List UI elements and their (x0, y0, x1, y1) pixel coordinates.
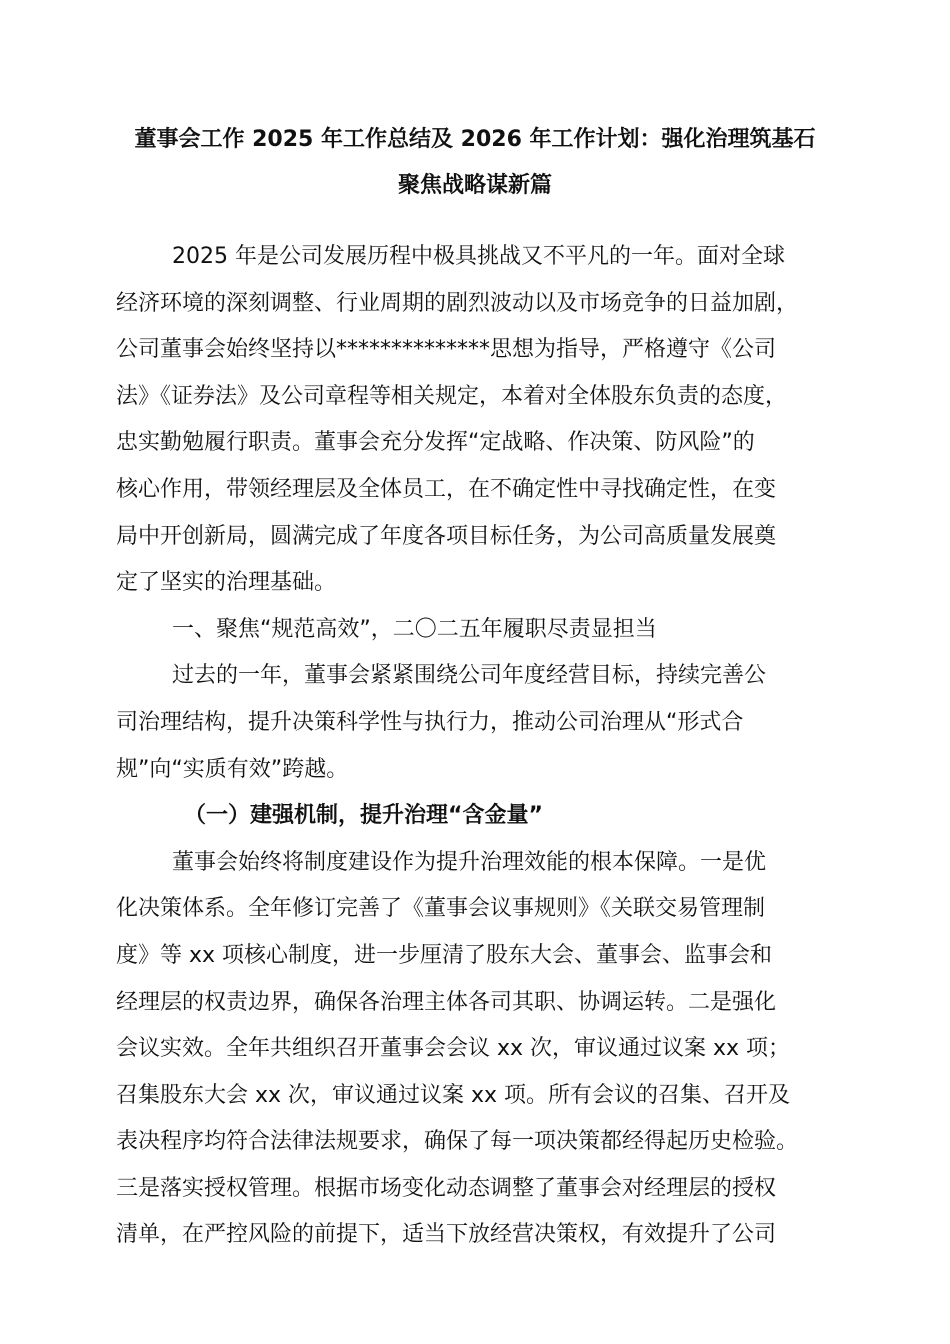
document-body (116, 234, 840, 1259)
section-heading-text: 一、聚焦“规范高效”，二〇二五年履职尽责显担当 (172, 616, 657, 642)
text-line: 司治理结构，提升决策科学性与执行力，推动公司治理从“形式合 (116, 709, 744, 735)
text-line: 会议实效。全年共组织召开董事会会议 xx 次，审议通过议案 xx 项； (116, 1036, 791, 1062)
paragraph-subsection1-body (116, 840, 840, 1259)
text-line: 经理层的权责边界，确保各治理主体各司其职、协调运转。二是强化 (116, 989, 777, 1015)
text-line: 2025 年是公司发展历程中极具挑战又不平凡的一年。面对全球 (172, 244, 785, 269)
text-line: 过去的一年，董事会紧紧围绕公司年度经营目标，持续完善公 (172, 663, 767, 689)
document-title-line-1: 董事会工作 2025 年工作总结及 2026 年工作计划：强化治理筑基石 (134, 127, 816, 152)
text-line: 核心作用，带领经理层及全体员工，在不确定性中寻找确定性，在变 (116, 476, 777, 502)
text-line: 化决策体系。全年修订完善了《董事会议事规则》《关联交易管理制 (116, 896, 766, 922)
document-title-line-2: 聚焦战略谋新篇 (397, 173, 552, 198)
text-line: 规”向“实质有效”跨越。 (116, 756, 349, 782)
paragraph-section1-intro (116, 653, 840, 793)
text-line: 定了坚实的治理基础。 (116, 570, 337, 596)
text-line: 公司董事会始终坚持以**************思想为指导，严格遵守《公司 (116, 337, 777, 363)
text-line: 局中开创新局，圆满完成了年度各项目标任务，为公司高质量发展奠 (116, 523, 777, 549)
section-heading (116, 607, 840, 654)
text-line: 经济环境的深刻调整、行业周期的剧烈波动以及市场竞争的日益加剧， (116, 290, 799, 316)
text-line: 清单，在严控风险的前提下，适当下放经营决策权，有效提升了公司 (116, 1222, 777, 1248)
text-line: 法》《证券法》及公司章程等相关规定，本着对全体股东负责的态度， (116, 383, 788, 409)
text-line: 度》等 xx 项核心制度，进一步厘清了股东大会、董事会、监事会和 (116, 942, 773, 968)
subsection-heading-text: （一）建强机制，提升治理“含金量” (184, 803, 543, 829)
text-line: 三是落实授权管理。根据市场变化动态调整了董事会对经理层的授权 (116, 1175, 777, 1201)
text-line: 董事会始终将制度建设作为提升治理效能的根本保障。一是优 (172, 849, 767, 875)
paragraph-intro (116, 234, 840, 607)
text-line: 忠实勤勉履行职责。董事会充分发挥“定战略、作决策、防风险”的 (116, 430, 755, 456)
text-line: 召集股东大会 xx 次，审议通过议案 xx 项。所有会议的召集、召开及 (116, 1082, 791, 1108)
text-line: 表决程序均符合法律法规要求，确保了每一项决策都经得起历史检验。 (116, 1129, 799, 1155)
subsection-heading (116, 793, 840, 840)
